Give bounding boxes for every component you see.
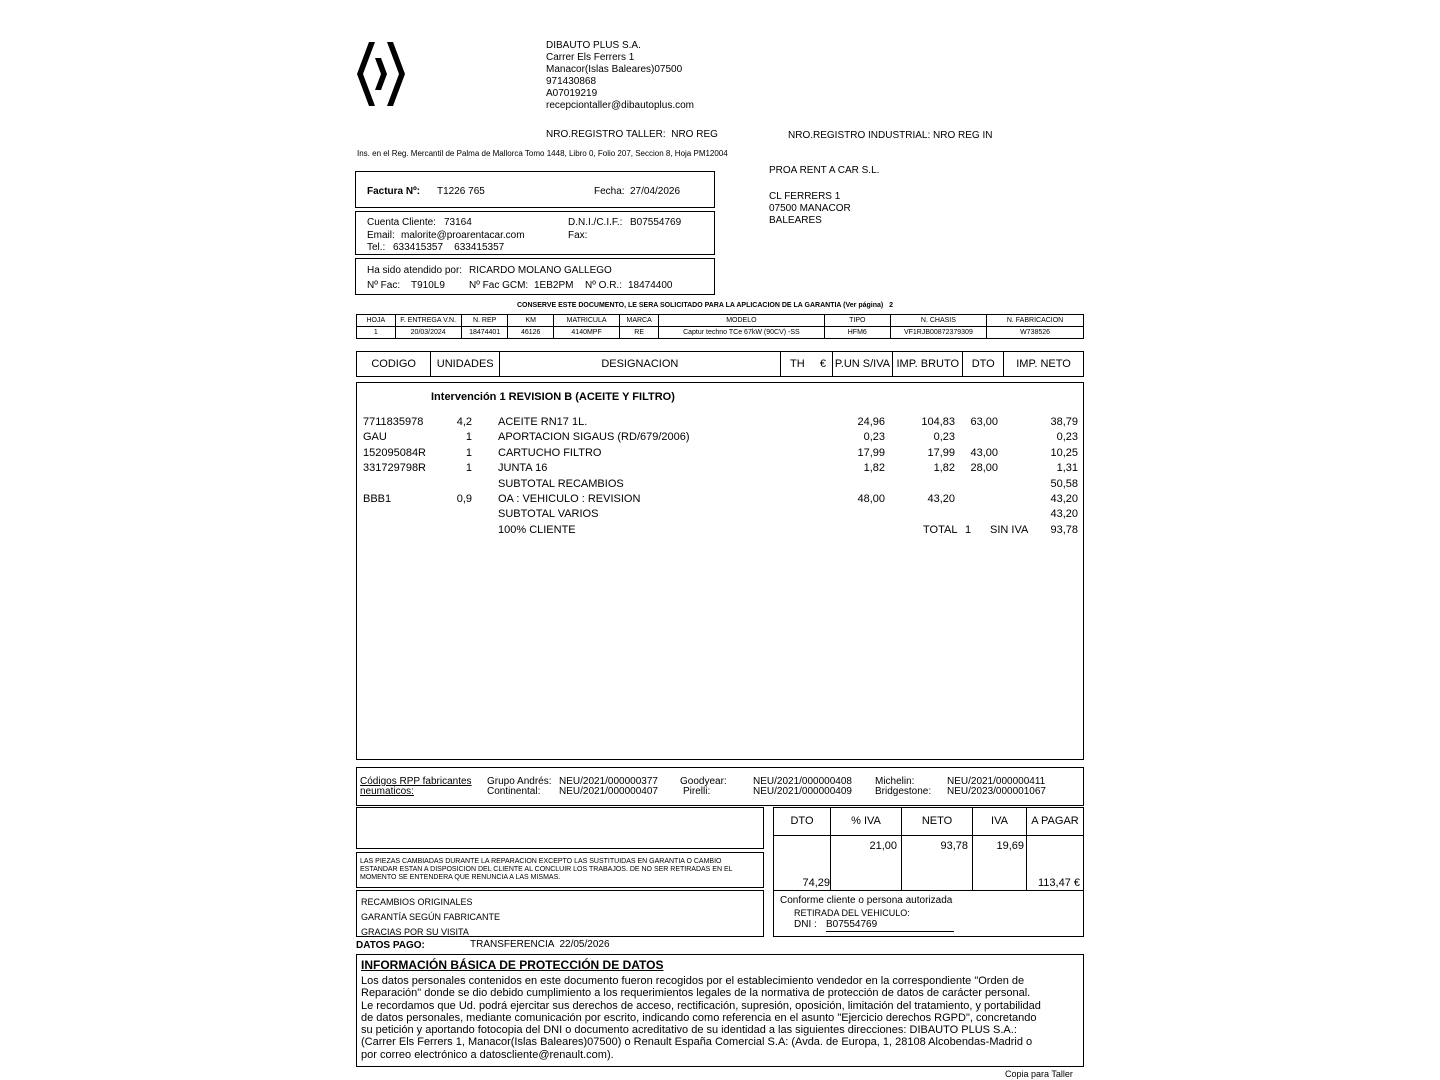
vehicle-header-cell: HOJA — [357, 315, 396, 327]
invoice-num-label: Factura Nº: — [367, 186, 421, 197]
company-phone: 971430868 — [546, 76, 597, 87]
rpp-code: NEU/2021/000000408 — [753, 776, 852, 787]
invoice-num-value: T1226 765 — [437, 186, 485, 197]
piezas-box — [356, 852, 764, 888]
dni-value: B07554769 — [630, 217, 682, 228]
line-desc: CARTUCHO FILTRO — [498, 446, 602, 459]
line-pun: 0,23 — [863, 431, 885, 444]
vehicle-header-cell: N. FABRICACION — [987, 315, 1084, 327]
lines-header-cell: CODIGO — [357, 352, 431, 377]
footer-notes — [361, 895, 500, 940]
line-units: 0,9 — [456, 493, 472, 505]
rpp-brand: Bridgestone: — [875, 786, 932, 797]
vehicle-cell: Captur techno TCe 67kW (90CV) -SS — [658, 327, 824, 339]
privacy-line: (Carrer Els Ferrers 1, Manacor(Islas Baleares)07500) o Renault España Comercial S.A: (Avda. de Europa, 1, 28108 Alcobendas-Madrid o — [361, 1036, 1033, 1049]
company-name: DIBAUTO PLUS S.A. — [546, 40, 641, 51]
sin-iva-label: SIN IVA — [990, 524, 1029, 536]
attended-label: Ha sido atendido por: — [367, 265, 463, 276]
tel-label: Tel.: — [367, 242, 386, 253]
footer-note: GARANTÍA SEGÚN FABRICANTE — [361, 912, 501, 922]
line-neto: 93,78 — [1050, 523, 1078, 536]
vehicle-header-cell: N. CHASIS — [890, 315, 986, 327]
vehicle-cell: 46126 — [508, 327, 553, 339]
privacy-line: su petición y aportando fotocopia del DNI o documento acreditativo de su identidad a las siguientes direcciones: DIBAUTO PLUS S.A.: — [361, 1024, 1017, 1037]
line-desc: JUNTA 16 — [498, 462, 548, 475]
line-units: 1 — [465, 431, 472, 444]
pago-value: TRANSFERENCIA 22/05/2026 — [470, 939, 610, 950]
line-desc: SUBTOTAL VARIOS — [498, 508, 599, 521]
reg-taller — [546, 129, 718, 141]
dni-label: D.N.I./C.I.F.: — [568, 217, 623, 228]
vehicle-cell: 18474401 — [461, 327, 508, 339]
line-code: 152095084R — [363, 446, 427, 459]
client-address-line1: CL FERRERS 1 — [769, 191, 841, 202]
line-bruto: 17,99 — [927, 446, 955, 459]
line-pun: 48,00 — [857, 493, 885, 505]
line-code: 7711835978 — [363, 416, 424, 428]
privacy-line: Le recordamos que Ud. podrá ejercitar sus derechos de acceso, rectificación, supresión, oposición, limitación del tratamiento, y portabilidad — [361, 999, 1041, 1012]
lines-header-cell: P.UN S/IVA — [832, 352, 892, 377]
privacy-line: Los datos personales contenidos en este documento fueron recogidos por el establecimiento vendedor en la correspondiente "Orden de — [361, 975, 1025, 987]
mercantil-note: Ins. en el Reg. Mercantil de Palma de Mallorca Tomo 1448, Libro 0, Folio 207, Seccion 8, Hoja PM12004 — [357, 149, 728, 158]
or-label: Nº O.R.: — [585, 280, 622, 291]
privacy-box — [356, 954, 1084, 1067]
total-iva-pct: 21,00 — [869, 839, 897, 852]
total-dto: 74,29 — [802, 877, 830, 889]
rpp-box — [356, 767, 1084, 806]
tel-value: 633415357 633415357 — [393, 242, 505, 253]
line-bruto: 1,82 — [933, 462, 955, 475]
vehicle-header-cell: MODELO — [658, 315, 824, 327]
lines-header — [356, 351, 1084, 377]
cuenta-label: Cuenta Cliente: — [367, 217, 436, 228]
invoice-date-value: 27/04/2026 — [630, 186, 681, 197]
line-code: BBB1 — [363, 493, 392, 505]
lines-header-cell: DTO — [963, 352, 1004, 377]
company-street: Carrer Els Ferrers 1 — [546, 52, 635, 63]
nfac-label: Nº Fac: — [367, 280, 401, 291]
lines-header-cell: IMP. NETO — [1004, 352, 1084, 377]
vehicle-cell: HFM6 — [824, 327, 890, 339]
line-dto: 43,00 — [970, 446, 998, 459]
fax-label: Fax: — [568, 230, 588, 241]
total-a-pagar: 113,47 € — [1037, 877, 1080, 889]
lines-header-cell: UNIDADES — [431, 352, 500, 377]
line-neto: 0,23 — [1056, 431, 1078, 444]
attended-value: RICARDO MOLANO GALLEGO — [469, 265, 612, 276]
vehicle-cell: 20/03/2024 — [395, 327, 461, 339]
totals-box — [773, 807, 1084, 891]
total-count: 1 — [965, 524, 972, 536]
conserve-note: CONSERVE ESTE DOCUMENTO, LE SERA SOLICITADO PARA LA APLICACION DE LA GARANTIA (Ver página) 2 — [517, 302, 893, 309]
line-bruto: 0,23 — [933, 431, 955, 444]
rpp-code: NEU/2021/000000377 — [559, 776, 658, 787]
conforme-dni-label: DNI : — [794, 919, 817, 930]
privacy-line: por correo electrónico a datoscliente@renault.com). — [361, 1048, 614, 1061]
line-code: 331729798R — [363, 462, 427, 475]
rpp-brand: Pirelli: — [683, 786, 711, 797]
reg-industrial-value: NRO REG IN — [933, 130, 993, 141]
lines-box — [356, 382, 1084, 760]
line-desc: APORTACION SIGAUS (RD/679/2006) — [498, 431, 690, 444]
invoice-box — [355, 171, 715, 208]
vehicle-header-cell: KM — [508, 315, 553, 327]
vehicle-table-header — [357, 315, 1084, 327]
totals-header-cell: % IVA — [831, 808, 902, 835]
totals-header-cell: NETO — [902, 808, 973, 835]
footer-note: GRACIAS POR SU VISITA — [361, 927, 469, 937]
totals-header-cell: DTO — [790, 815, 814, 828]
conforme-title: Conforme cliente o persona autorizada — [780, 895, 953, 906]
line-desc: 100% CLIENTE — [498, 523, 576, 536]
line-neto: 43,20 — [1050, 508, 1078, 521]
rpp-brand: Continental: — [487, 786, 541, 797]
gcm-label: Nº Fac GCM: — [469, 280, 529, 291]
line-bruto: 43,20 — [927, 493, 955, 505]
lines-header-cell: € — [814, 352, 832, 377]
line-pun: 17,99 — [857, 446, 885, 459]
vehicle-header-cell: TIPO — [824, 315, 890, 327]
line-code: GAU — [363, 431, 387, 444]
client-address — [769, 191, 851, 227]
vehicle-cell: RE — [620, 327, 659, 339]
client-address-line2: 07500 MANACOR — [769, 203, 851, 214]
total-iva: 19,69 — [996, 839, 1024, 852]
line-units: 1 — [465, 462, 472, 475]
reg-taller-value: NRO REG — [671, 129, 718, 140]
vehicle-cell: W738526 — [987, 327, 1084, 339]
line-units: 4,2 — [456, 416, 472, 428]
conforme-retirada: RETIRADA DEL VEHICULO: — [794, 908, 910, 918]
vehicle-table — [356, 314, 1084, 339]
line-bruto: 104,83 — [921, 416, 955, 428]
lines-header-cell: IMP. BRUTO — [893, 352, 963, 377]
rpp-brand: Grupo Andrés: — [487, 776, 552, 787]
vehicle-header-cell: MATRICULA — [553, 315, 619, 327]
vehicle-table-row — [357, 327, 1084, 339]
line-neto: 38,79 — [1050, 416, 1078, 428]
rpp-title — [360, 777, 472, 797]
gcm-value: 1EB2PM — [534, 280, 574, 291]
totals-table — [774, 808, 1083, 890]
rpp-code: NEU/2021/000000407 — [559, 786, 658, 797]
vehicle-header-cell: N. REP — [461, 315, 508, 327]
totals-header-cell: IVA — [973, 808, 1027, 835]
nfac-value: T910L9 — [411, 280, 445, 291]
customer-box — [355, 211, 715, 255]
rpp-code: NEU/2023/000001067 — [947, 786, 1046, 797]
vehicle-header-cell: MARCA — [620, 315, 659, 327]
line-units: 1 — [465, 446, 472, 459]
line-neto: 1,31 — [1056, 462, 1078, 475]
reg-industrial-label: NRO.REGISTRO INDUSTRIAL: — [788, 130, 931, 141]
company-email: recepciontaller@dibautoplus.com — [546, 100, 695, 111]
lines-header-cell: TH — [780, 352, 814, 377]
piezas-note: LAS PIEZAS CAMBIADAS DURANTE LA REPARACION EXCEPTO LAS SUSTITUIDAS EN GARANTIA O CAMBIO ESTANDAR ESTAN A DISPOSICION DEL CLIENTE AL CONCLUIR LOS TRABAJOS. DE NO SER RETIRADAS EN EL MOMENTO SE ENTENDERA QUE RENUNCIA A LAS MISMAS. — [360, 858, 733, 881]
reg-industrial — [788, 130, 992, 142]
privacy-line: de datos personales, mediante comunicación por escrito, indicando como referencia en el asunto "Ejercicio derechos RGPD", concretando — [361, 1011, 1037, 1024]
conforme-dni-value: B07554769 — [826, 919, 954, 932]
invoice-date-label: Fecha: — [594, 186, 625, 197]
email-label: Email: — [367, 230, 395, 241]
privacy-text — [361, 975, 1041, 1061]
rpp-code: NEU/2021/000000411 — [947, 776, 1046, 787]
totals-header-cell: A PAGAR — [1027, 808, 1084, 835]
client-name: PROA RENT A CAR S.L. — [769, 165, 880, 176]
privacy-title: INFORMACIÓN BÁSICA DE PROTECCIÓN DE DATOS — [361, 958, 664, 972]
total-neto: 93,78 — [940, 839, 968, 852]
line-neto: 43,20 — [1050, 493, 1078, 505]
email-value: malorite@proarentacar.com — [401, 230, 525, 241]
vehicle-cell: 1 — [357, 327, 396, 339]
notes-blank-box — [356, 807, 764, 849]
line-dto: 28,00 — [970, 462, 998, 475]
cuenta-value: 73164 — [444, 217, 472, 228]
footer-notes-box — [356, 890, 764, 937]
company-block — [546, 40, 694, 112]
vehicle-cell: VF1RJB00872379309 — [890, 327, 986, 339]
client-address-line3: BALEARES — [769, 215, 822, 226]
rpp-code: NEU/2021/000000409 — [753, 786, 852, 797]
pago-label: DATOS PAGO: — [356, 940, 425, 951]
line-desc: ACEITE RN17 1L. — [498, 416, 588, 428]
copy-label: Copia para Taller — [1005, 1069, 1073, 1079]
total-label: TOTAL — [923, 524, 958, 536]
lines-header-cell: DESIGNACION — [500, 352, 780, 377]
company-cif: A07019219 — [546, 88, 598, 99]
rpp-brand: Michelin: — [875, 776, 915, 787]
line-desc: SUBTOTAL RECAMBIOS — [498, 477, 624, 490]
reg-taller-label: NRO.REGISTRO TALLER: — [546, 129, 666, 140]
line-desc: OA : VEHICULO : REVISION — [498, 493, 641, 505]
line-dto: 63,00 — [970, 416, 998, 428]
footer-note: RECAMBIOS ORIGINALES — [361, 897, 473, 907]
vehicle-cell: 4140MPF — [553, 327, 619, 339]
rpp-title-line1: Códigos RPP fabricantes — [360, 776, 472, 787]
line-pun: 1,82 — [863, 462, 885, 475]
line-neto: 50,58 — [1050, 477, 1078, 490]
intervention-title: Intervención 1 REVISION B (ACEITE Y FILTRO) — [431, 391, 675, 403]
attended-box — [355, 258, 715, 295]
renault-logo — [355, 40, 407, 108]
or-value: 18474400 — [628, 280, 673, 291]
vehicle-header-cell: F. ENTREGA V.N. — [395, 315, 461, 327]
company-city: Manacor(Islas Baleares)07500 — [546, 64, 683, 75]
line-neto: 10,25 — [1050, 446, 1078, 459]
privacy-line: Reparación" donde se dio debido cumplimiento a los requerimientos legales de la normativa de protección de datos de carácter personal. — [361, 987, 1031, 1000]
conforme-box — [773, 890, 1084, 937]
line-pun: 24,96 — [857, 416, 885, 428]
rpp-brand: Goodyear: — [680, 776, 727, 787]
rpp-title-line2: neumaticos: — [360, 786, 414, 797]
